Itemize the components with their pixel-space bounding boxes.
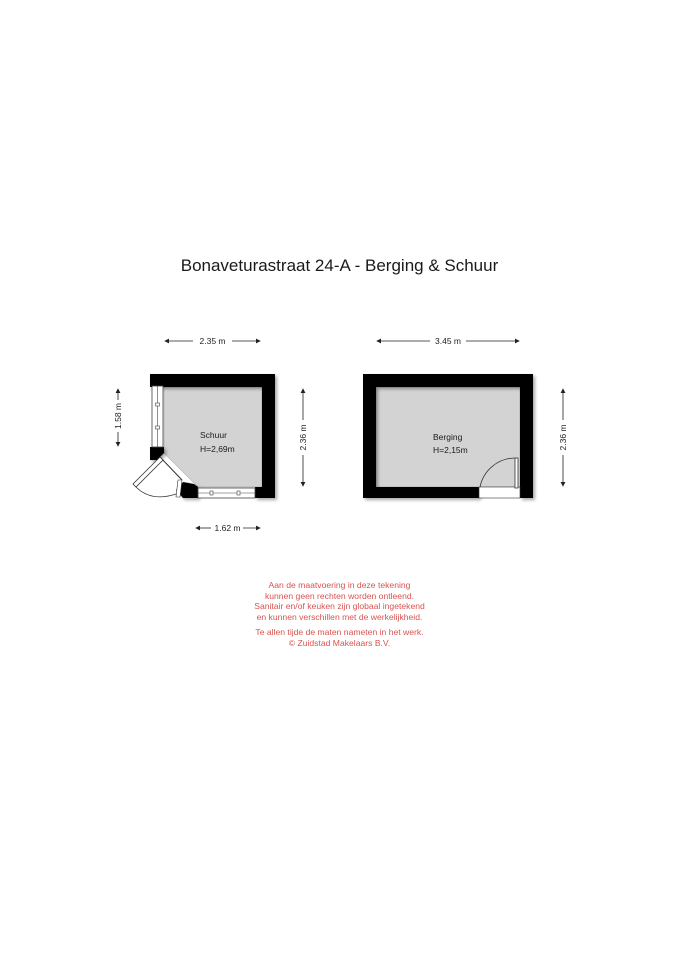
schuur-dim-top [165,336,260,346]
dimension-label: 2.36 m [558,424,568,451]
berging-dim-top [377,336,519,346]
dimension-label: 1.62 m [214,523,241,533]
berging-room [363,374,533,498]
schuur-height-label: H=2,69m [200,444,235,454]
schuur-window-left [152,386,163,447]
dimension-label: 2.36 m [298,424,308,451]
berging-label: Berging [433,432,463,442]
disclaimer-line: Te allen tijde de maten nameten in het werk. [255,627,424,637]
drawing-title: Bonaveturastraat 24-A - Berging & Schuur [180,256,499,275]
disclaimer-block-2 [0,627,679,648]
dimension-label: 1.58 m [113,403,123,429]
schuur-dim-bottom [196,523,260,533]
disclaimer-block-1 [0,580,679,622]
schuur-dim-right [298,389,308,486]
disclaimer-line: en kunnen verschillen met de werkelijkheid. [256,611,423,622]
schuur-label: Schuur [200,430,227,440]
schuur-window-bottom [198,488,255,498]
copyright-line: © Zuidstad Makelaars B.V. [288,637,391,648]
disclaimer-line: Aan de maatvoering in deze tekening [268,580,411,590]
berging-dim-right [558,389,568,486]
schuur-dim-left [113,389,123,446]
berging-height-label: H=2,15m [433,445,468,455]
disclaimer-line: Sanitair en/of keuken zijn globaal ingetekend [254,601,425,612]
dimension-label: 2.35 m [199,336,226,346]
dimension-label: 3.45 m [435,336,461,346]
disclaimer-line: kunnen geen rechten worden ontleend. [264,590,415,601]
schuur-room [133,374,275,498]
